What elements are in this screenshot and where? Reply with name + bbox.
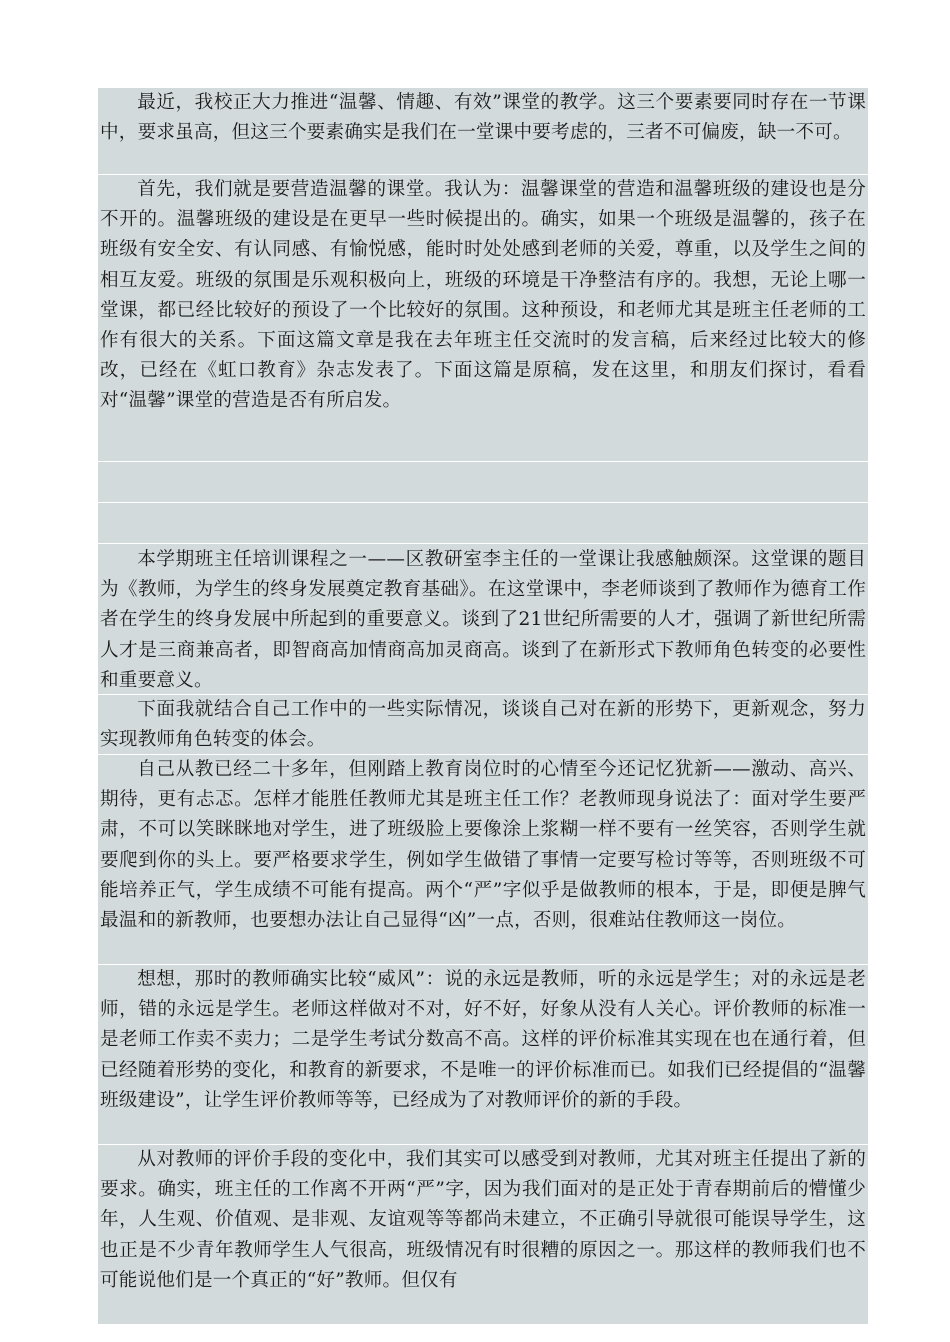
blank-row: [98, 462, 868, 503]
paragraph-teacher-authority: 想想，那时的教师确实比较“威风”：说的永远是教师，听的永远是学生；对的永远是老师，错的永远是学生。老师这样做对不对，好不好，好象从没有人关心。评价教师的标准一是老师工作卖不卖力；二是学生考试分数高不高。这样的评价标准其实现在也在通行着，但已经随着形势的变化，和教育的新要求，不是唯一的评价标准而已。如我们已经提倡的“温馨班级建设”，让学生评价教师等等，已经成为了对教师评价的新的手段。: [100, 969, 866, 1111]
paragraph-role-change: 下面我就结合自己工作中的一些实际情况，谈谈自己对在新的形势下，更新观念，努力实现教师角色转变的体会。: [100, 699, 866, 751]
paragraph-new-requirements: 从对教师的评价手段的变化中，我们其实可以感受到对教师，尤其对班主任提出了新的要求。确实，班主任的工作离不开两“严”字，因为我们面对的是正处于青春期前后的懵懂少年，人生观、价值观、是非观、友谊观等等都尚未建立，不正确引导就很可能误导学生，这也正是不少青年教师学生人气很高，班级情况有时很糟的原因之一。那这样的教师我们也不可能说他们是一个真正的“好”教师。但仅有: [100, 1149, 866, 1291]
paragraph-block: [98, 544, 868, 695]
paragraph-teaching-years: 自己从教已经二十多年，但刚踏上教育岗位时的心情至今还记忆犹新——激动、高兴、期待，更有忐忑。怎样才能胜任教师尤其是班主任工作？老教师现身说法了：面对学生要严肃，不可以笑眯眯地对学生，进了班级脸上要像涂上浆糊一样不要有一丝笑容，否则学生就要爬到你的头上。要严格要求学生，例如学生做错了事情一定要写检讨等等，否则班级不可能培养正气，学生成绩不可能有提高。两个“严”字似乎是做教师的根本，于是，即便是脾气最温和的新教师，也要想办法让自己显得“凶”一点，否则，很难站住教师这一岗位。: [100, 759, 866, 932]
paragraph-block: [98, 755, 868, 965]
paragraph-block: [98, 175, 868, 462]
document-body: [98, 88, 868, 1325]
paragraph-block: [98, 1145, 868, 1325]
paragraph-block: [98, 695, 868, 755]
blank-row: [98, 503, 868, 544]
paragraph-warm-classroom: 首先，我们就是要营造温馨的课堂。我认为：温馨课堂的营造和温馨班级的建设也是分不开的。温馨班级的建设是在更早一些时候提出的。确实，如果一个班级是温馨的，孩子在班级有安全安、有认同感、有愉悦感，能时时处处感到老师的关爱，尊重，以及学生之间的相互友爱。班级的氛围是乐观积极向上，班级的环境是干净整洁有序的。我想，无论上哪一堂课，都已经比较好的预设了一个比较好的氛围。这种预设，和老师尤其是班主任老师的工作有很大的关系。下面这篇文章是我在去年班主任交流时的发言稿，后来经过比较大的修改，已经在《虹口教育》杂志发表了。下面这篇是原稿，发在这里，和朋友们探讨，看看对“温馨”课堂的营造是否有所启发。: [100, 179, 866, 412]
paragraph-block: [98, 965, 868, 1145]
paragraph-block: [98, 88, 868, 175]
paragraph-intro: 最近，我校正大力推进“温馨、情趣、有效”课堂的教学。这三个要素要同时存在一节课中，要求虽高，但这三个要素确实是我们在一堂课中要考虑的，三者不可偏废，缺一不可。: [100, 92, 866, 144]
paragraph-training-course: 本学期班主任培训课程之一——区教研室李主任的一堂课让我感触颇深。这堂课的题目为《教师，为学生的终身发展奠定教育基础》。在这堂课中，李老师谈到了教师作为德育工作者在学生的终身发展中所起到的重要意义。谈到了21世纪所需要的人才，强调了新世纪所需人才是三商兼高者，即智商高加情商高加灵商高。谈到了在新形式下教师角色转变的必要性和重要意义。: [100, 549, 866, 691]
